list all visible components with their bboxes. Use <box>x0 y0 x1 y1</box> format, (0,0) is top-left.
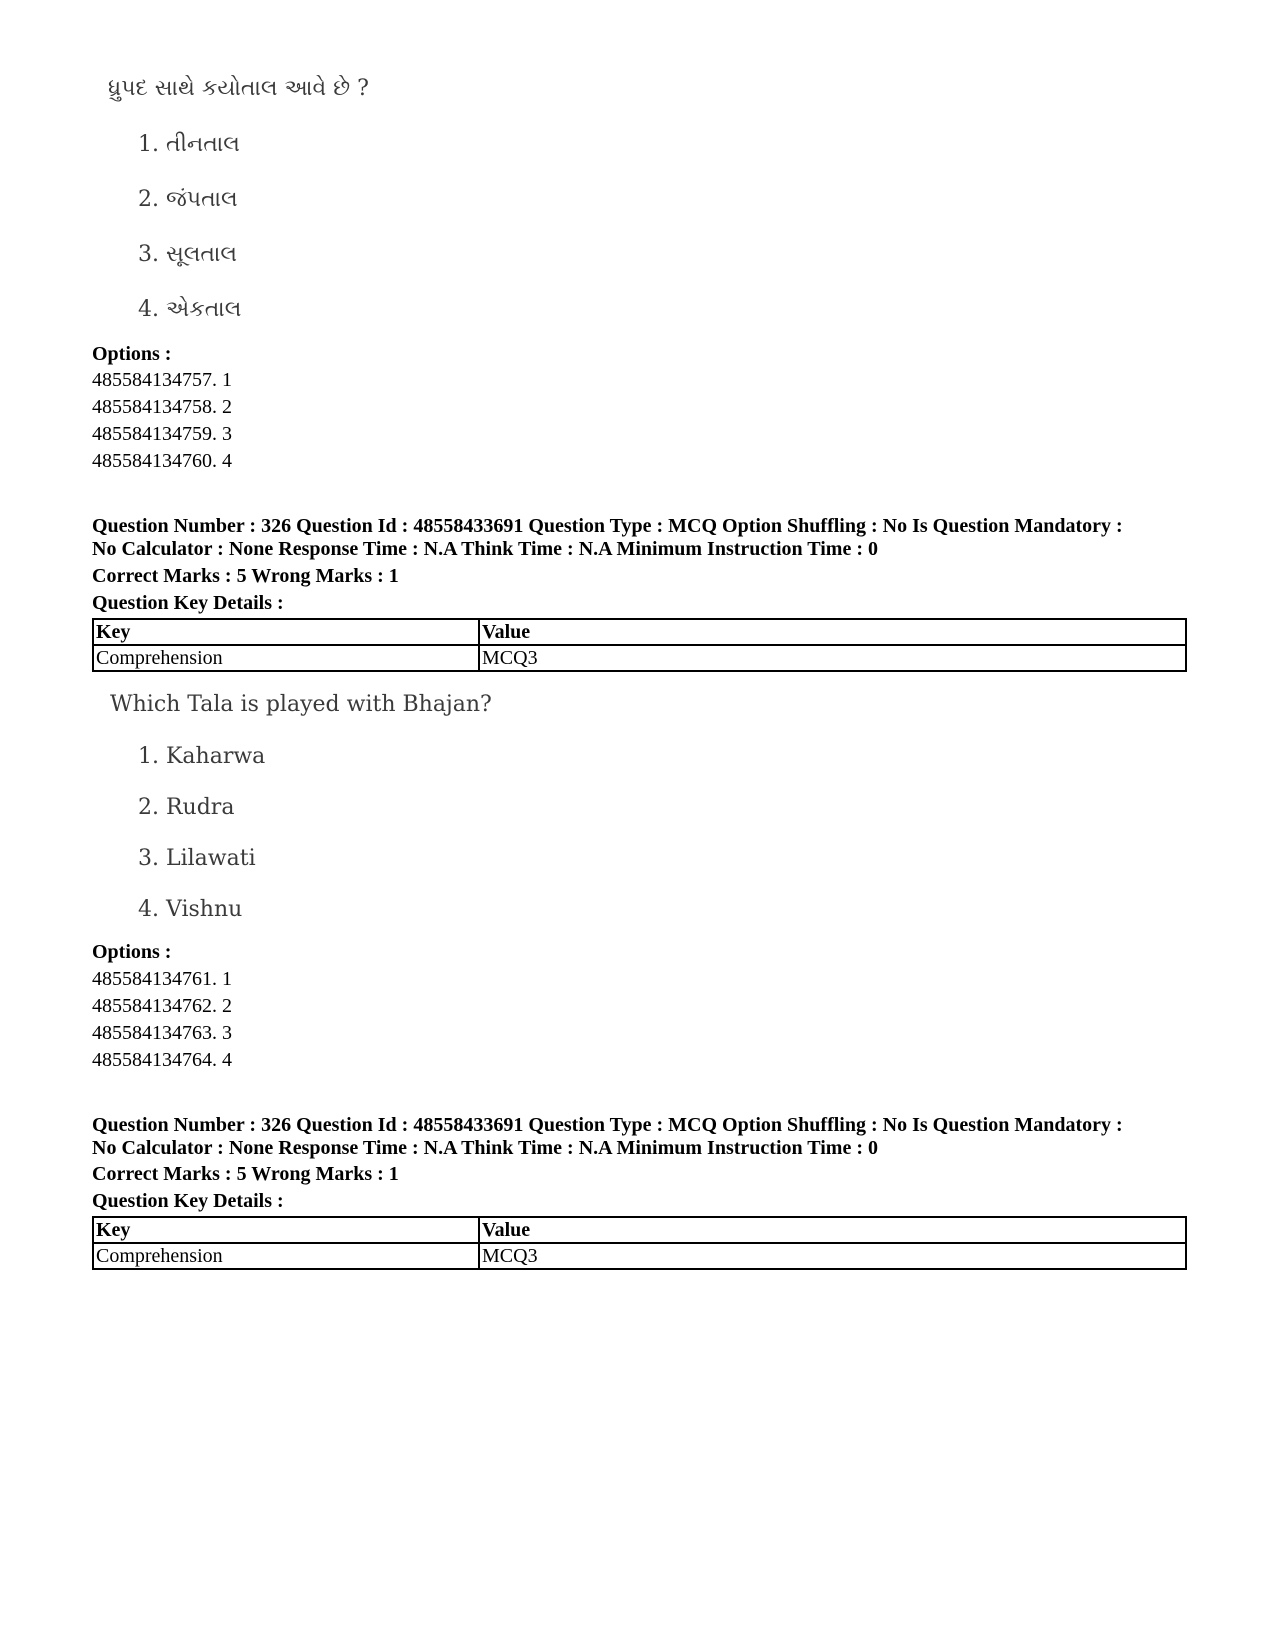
option-id: 485584134764. 4 <box>92 1049 232 1071</box>
table-header-key: Key <box>93 1217 479 1243</box>
question-choice: 4. એકતાલ <box>138 297 242 322</box>
table-row <box>93 645 1186 671</box>
question-key-table <box>92 1216 1187 1270</box>
table-header-row <box>93 1217 1186 1243</box>
options-label: Options : <box>92 941 172 963</box>
marks-line: Correct Marks : 5 Wrong Marks : 1 <box>92 1163 399 1185</box>
question-choice: 1. Kaharwa <box>138 744 266 769</box>
options-label: Options : <box>92 343 172 365</box>
question-choice: 2. Rudra <box>138 795 235 820</box>
question-choice: 4. Vishnu <box>138 897 243 922</box>
key-details-label: Question Key Details : <box>92 1190 284 1212</box>
question-meta-line: No Calculator : None Response Time : N.A Think Time : N.A Minimum Instruction Time : 0 <box>92 538 878 560</box>
question-meta-line: Question Number : 326 Question Id : 48558433691 Question Type : MCQ Option Shuffling : No Is Question Mandatory : <box>92 515 1123 537</box>
table-header-row <box>93 619 1186 645</box>
table-cell: Comprehension <box>93 1243 479 1269</box>
option-id: 485584134763. 3 <box>92 1022 232 1044</box>
table-header-value: Value <box>479 1217 1186 1243</box>
question-choice: 3. સૂલતાલ <box>138 242 238 267</box>
option-id: 485584134761. 1 <box>92 968 232 990</box>
table-row <box>93 1243 1186 1269</box>
question-choice: 2. જંપતાલ <box>138 187 238 212</box>
option-id: 485584134759. 3 <box>92 423 232 445</box>
option-id: 485584134762. 2 <box>92 995 232 1017</box>
table-header-value: Value <box>479 619 1186 645</box>
table-cell: MCQ3 <box>479 645 1186 671</box>
table-cell: Comprehension <box>93 645 479 671</box>
table-cell: MCQ3 <box>479 1243 1186 1269</box>
question-choice: 1. તીનતાલ <box>138 132 240 157</box>
question-meta-line: Question Number : 326 Question Id : 48558433691 Question Type : MCQ Option Shuffling : No Is Question Mandatory : <box>92 1114 1123 1136</box>
option-id: 485584134760. 4 <box>92 450 232 472</box>
table-header-key: Key <box>93 619 479 645</box>
question-image-text: Which Tala is played with Bhajan? <box>110 692 492 717</box>
marks-line: Correct Marks : 5 Wrong Marks : 1 <box>92 565 399 587</box>
option-id: 485584134757. 1 <box>92 369 232 391</box>
key-details-label: Question Key Details : <box>92 592 284 614</box>
question-image-text: ધ્રુપદ સાથે કયોતાલ આવે છે ? <box>108 76 369 101</box>
question-meta-line: No Calculator : None Response Time : N.A Think Time : N.A Minimum Instruction Time : 0 <box>92 1137 878 1159</box>
question-choice: 3. Lilawati <box>138 846 256 871</box>
question-key-table <box>92 618 1187 672</box>
option-id: 485584134758. 2 <box>92 396 232 418</box>
